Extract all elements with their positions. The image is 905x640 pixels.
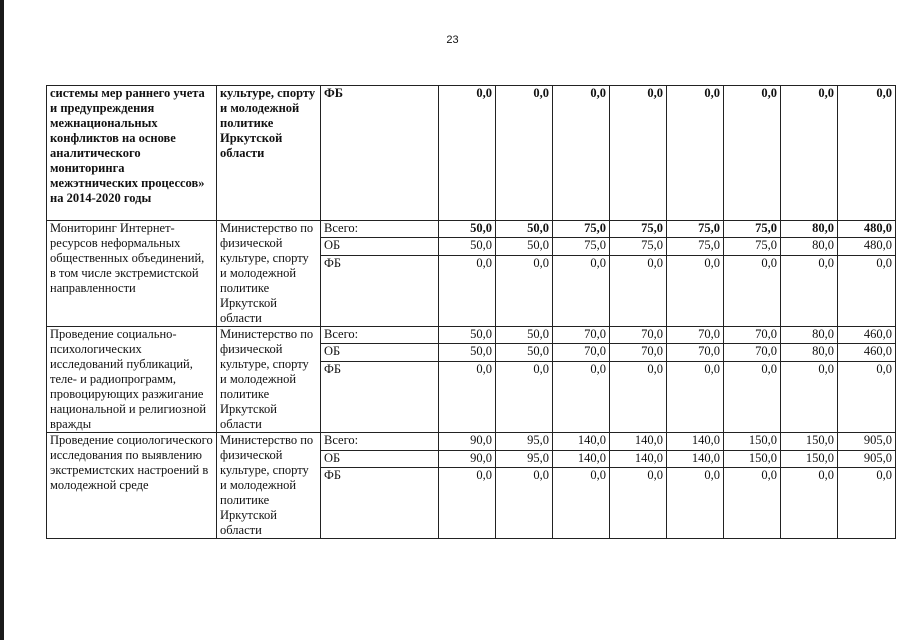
value-cell: 70,0: [553, 327, 610, 344]
measure-description: Проведение социологического исследования по выявлению экстремистских настроений в молодежной среде: [47, 433, 217, 539]
value-cell: 75,0: [724, 238, 781, 255]
value-cell: 50,0: [496, 344, 553, 361]
value-cell: 0,0: [610, 361, 667, 432]
value-cell: 75,0: [553, 238, 610, 255]
table-row: [47, 221, 896, 238]
funding-source: Всего:: [321, 327, 439, 344]
value-total-cell: 460,0: [838, 344, 896, 361]
value-cell: 0,0: [667, 361, 724, 432]
responsible-organization: культуре, спорту и молодежной политике Иркутской области: [217, 86, 321, 221]
value-cell: 0,0: [781, 361, 838, 432]
value-cell: 70,0: [667, 327, 724, 344]
value-cell: 50,0: [439, 344, 496, 361]
table-row: [47, 86, 896, 221]
budget-table: [46, 85, 896, 539]
funding-source: Всего:: [321, 221, 439, 238]
value-cell: 140,0: [553, 433, 610, 451]
funding-source: ОБ: [321, 238, 439, 255]
value-cell: 75,0: [610, 221, 667, 238]
value-cell: 95,0: [496, 450, 553, 468]
value-cell: 0,0: [496, 86, 553, 221]
value-cell: 0,0: [724, 86, 781, 221]
value-cell: 95,0: [496, 433, 553, 451]
value-cell: 0,0: [553, 86, 610, 221]
funding-source: ОБ: [321, 450, 439, 468]
value-cell: 0,0: [781, 86, 838, 221]
value-cell: 0,0: [667, 468, 724, 539]
value-cell: 0,0: [610, 468, 667, 539]
value-cell: 0,0: [553, 361, 610, 432]
value-cell: 140,0: [610, 450, 667, 468]
value-cell: 0,0: [553, 468, 610, 539]
value-cell: 150,0: [724, 433, 781, 451]
value-cell: 0,0: [724, 468, 781, 539]
value-cell: 70,0: [724, 344, 781, 361]
value-cell: 70,0: [667, 344, 724, 361]
value-cell: 50,0: [496, 221, 553, 238]
value-cell: 0,0: [724, 361, 781, 432]
responsible-organization: Министерство по физической культуре, спорту и молодежной политике Иркутской области: [217, 433, 321, 539]
value-cell: 70,0: [610, 327, 667, 344]
value-cell: 150,0: [781, 450, 838, 468]
value-cell: 150,0: [781, 433, 838, 451]
value-total-cell: 460,0: [838, 327, 896, 344]
value-total-cell: 0,0: [838, 361, 896, 432]
value-cell: 50,0: [439, 238, 496, 255]
value-total-cell: 0,0: [838, 86, 896, 221]
page-number: 23: [446, 34, 459, 46]
value-cell: 75,0: [667, 221, 724, 238]
funding-source: ФБ: [321, 361, 439, 432]
value-cell: 75,0: [724, 221, 781, 238]
value-cell: 150,0: [724, 450, 781, 468]
scan-edge-bar: [0, 0, 4, 640]
value-cell: 140,0: [553, 450, 610, 468]
measure-description: Проведение социально-психологических исследований публикаций, теле- и радиопрограмм, провоцирующих разжигание национальной и религиозной вражды: [47, 327, 217, 433]
value-cell: 0,0: [496, 361, 553, 432]
value-cell: 0,0: [610, 86, 667, 221]
value-cell: 80,0: [781, 238, 838, 255]
value-cell: 0,0: [496, 468, 553, 539]
value-cell: 0,0: [439, 86, 496, 221]
value-cell: 75,0: [610, 238, 667, 255]
value-total-cell: 480,0: [838, 238, 896, 255]
value-cell: 0,0: [781, 255, 838, 326]
value-cell: 0,0: [667, 255, 724, 326]
value-cell: 0,0: [553, 255, 610, 326]
value-cell: 50,0: [496, 327, 553, 344]
responsible-organization: Министерство по физической культуре, спорту и молодежной политике Иркутской области: [217, 327, 321, 433]
value-cell: 0,0: [439, 361, 496, 432]
value-cell: 140,0: [667, 450, 724, 468]
value-cell: 70,0: [610, 344, 667, 361]
value-total-cell: 905,0: [838, 450, 896, 468]
table-row: [47, 327, 896, 344]
value-total-cell: 0,0: [838, 468, 896, 539]
funding-source: ФБ: [321, 468, 439, 539]
value-total-cell: 480,0: [838, 221, 896, 238]
value-cell: 0,0: [667, 86, 724, 221]
value-cell: 0,0: [781, 468, 838, 539]
value-cell: 90,0: [439, 450, 496, 468]
measure-description: системы мер раннего учета и предупреждения межнациональных конфликтов на основе аналитического мониторинга межэтнических процессов» на 2014-2020 годы: [47, 86, 217, 221]
funding-source: Всего:: [321, 433, 439, 451]
responsible-organization: Министерство по физической культуре, спорту и молодежной политике Иркутской области: [217, 221, 321, 327]
value-cell: 0,0: [496, 255, 553, 326]
value-cell: 0,0: [439, 468, 496, 539]
value-cell: 80,0: [781, 221, 838, 238]
value-cell: 50,0: [439, 221, 496, 238]
value-cell: 75,0: [667, 238, 724, 255]
value-cell: 80,0: [781, 344, 838, 361]
value-cell: 140,0: [610, 433, 667, 451]
value-cell: 140,0: [667, 433, 724, 451]
funding-source: ФБ: [321, 86, 439, 221]
value-cell: 80,0: [781, 327, 838, 344]
value-cell: 0,0: [724, 255, 781, 326]
value-total-cell: 0,0: [838, 255, 896, 326]
value-cell: 0,0: [610, 255, 667, 326]
value-cell: 50,0: [439, 327, 496, 344]
value-cell: 75,0: [553, 221, 610, 238]
value-total-cell: 905,0: [838, 433, 896, 451]
funding-source: ФБ: [321, 255, 439, 326]
funding-source: ОБ: [321, 344, 439, 361]
table-row: [47, 433, 896, 451]
measure-description: Мониторинг Интернет-ресурсов неформальных общественных объединений, в том числе экстремистской направленности: [47, 221, 217, 327]
value-cell: 70,0: [553, 344, 610, 361]
value-cell: 50,0: [496, 238, 553, 255]
value-cell: 70,0: [724, 327, 781, 344]
value-cell: 0,0: [439, 255, 496, 326]
value-cell: 90,0: [439, 433, 496, 451]
